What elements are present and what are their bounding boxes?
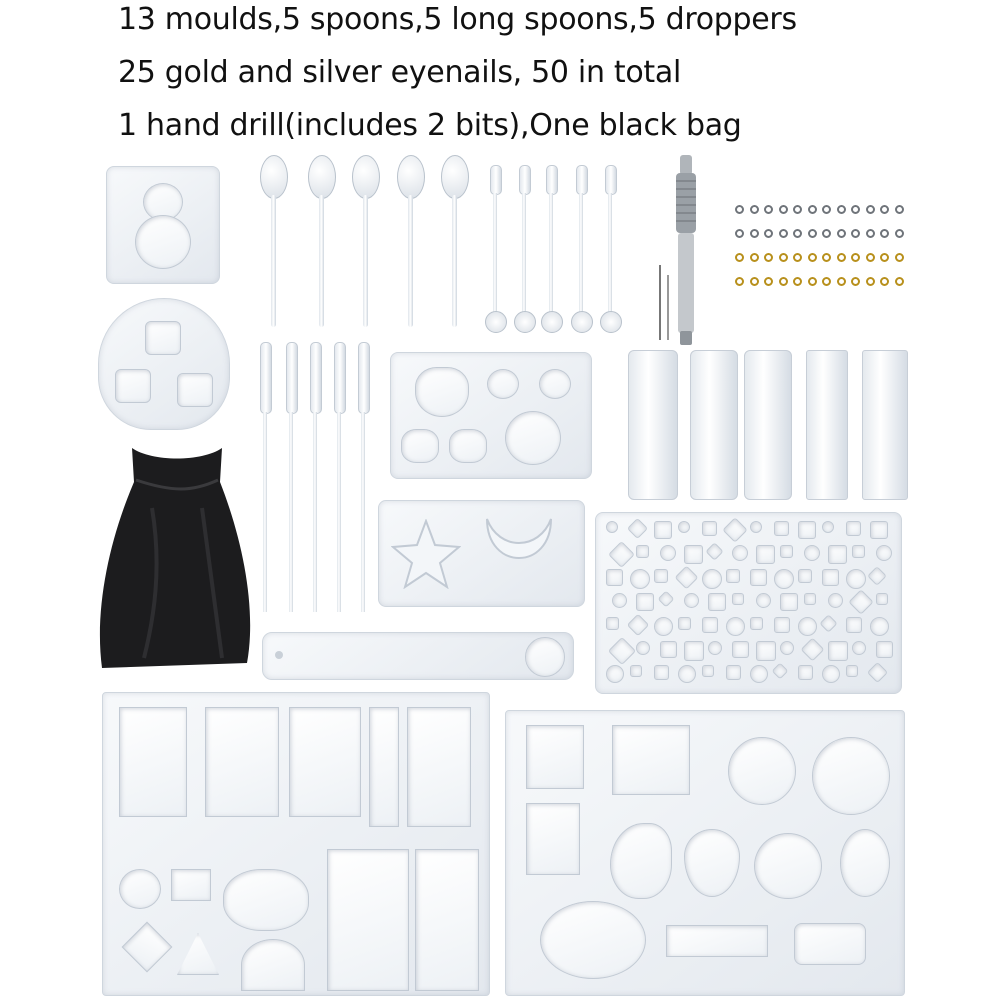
- gem-cavity: [774, 521, 789, 536]
- gem-cavity: [798, 665, 813, 680]
- silver-eye-pin: [822, 229, 831, 238]
- gem-cavity: [612, 593, 627, 608]
- silver-eye-pin: [808, 205, 817, 214]
- gem-cavity: [772, 663, 789, 680]
- gem-cavity: [608, 541, 635, 568]
- gem-cavity: [846, 617, 862, 633]
- gem-cavity: [705, 638, 725, 658]
- gem-cavity: [876, 593, 888, 605]
- silver-eye-pin: [793, 229, 802, 238]
- gem-cavity: [678, 617, 691, 630]
- gem-cavity: [660, 641, 677, 658]
- gold-eye-pin: [764, 253, 773, 262]
- gem-cavity: [750, 617, 763, 630]
- pendant-mold-right: [505, 710, 905, 996]
- gold-eye-pin: [837, 277, 846, 286]
- gold-eye-pin: [808, 277, 817, 286]
- gold-eye-pin: [822, 253, 831, 262]
- gold-eye-pin: [837, 253, 846, 262]
- gem-cavity: [684, 593, 699, 608]
- gem-cavity: [678, 521, 690, 533]
- gold-eye-pin: [750, 277, 759, 286]
- gem-cavity: [726, 569, 740, 583]
- gem-cavity: [770, 565, 798, 593]
- gem-cavity: [660, 545, 676, 561]
- gem-cavity: [705, 542, 723, 560]
- gem-cavity: [702, 617, 718, 633]
- silver-eye-pin: [779, 205, 788, 214]
- gem-cavity: [630, 569, 650, 589]
- silver-eye-pin: [735, 205, 744, 214]
- caption-line-1: 13 moulds,5 spoons,5 long spoons,5 droppers: [118, 2, 797, 37]
- gold-eye-pin: [866, 253, 875, 262]
- gem-cavity: [798, 521, 816, 539]
- gem-cavity: [822, 569, 839, 586]
- gem-cavity: [627, 614, 650, 637]
- gem-cavity: [800, 637, 824, 661]
- gold-eye-pin: [880, 253, 889, 262]
- gem-cavity: [606, 617, 619, 630]
- gem-cavity: [780, 545, 793, 558]
- gem-mold: [595, 512, 902, 694]
- gem-cavity: [658, 591, 675, 608]
- gem-cavity: [848, 589, 873, 614]
- gold-eye-pin: [808, 253, 817, 262]
- gem-cavity: [606, 665, 624, 683]
- hand-drill: [650, 155, 720, 350]
- gem-cavity: [852, 641, 866, 655]
- gold-eye-pin: [866, 277, 875, 286]
- silver-eye-pin: [793, 205, 802, 214]
- gem-cavity: [702, 665, 714, 677]
- silver-eye-pin: [880, 229, 889, 238]
- gem-cavity: [822, 665, 840, 683]
- gem-cavity: [732, 593, 744, 605]
- gem-cavity: [608, 637, 636, 665]
- gem-cavity: [636, 593, 654, 611]
- star-moon-mold: [378, 500, 585, 607]
- gem-cavity: [828, 641, 848, 661]
- gem-cavity: [684, 545, 703, 564]
- gold-eye-pin: [779, 253, 788, 262]
- gem-cavity: [674, 661, 699, 686]
- gold-eye-pin: [750, 253, 759, 262]
- bookmark-mold: [262, 632, 574, 680]
- gold-eye-pin: [880, 277, 889, 286]
- dropper-set: [260, 342, 380, 617]
- silver-eye-pin: [750, 229, 759, 238]
- gem-cavity: [756, 545, 775, 564]
- gem-cavity: [780, 641, 794, 655]
- gem-cavity: [846, 521, 861, 536]
- gem-cavity: [702, 521, 717, 536]
- gem-cavity: [820, 519, 837, 536]
- gem-cavity: [867, 566, 887, 586]
- gem-cavity: [876, 641, 893, 658]
- gold-eye-pin: [822, 277, 831, 286]
- gem-cavity: [828, 593, 843, 608]
- gem-cavity: [627, 518, 648, 539]
- silver-eye-pin: [764, 205, 773, 214]
- hexagon-mold: [98, 298, 230, 430]
- gem-cavity: [606, 569, 623, 586]
- gem-cavity: [870, 617, 889, 636]
- silver-eye-pin: [851, 229, 860, 238]
- gem-cavity: [846, 665, 858, 677]
- pendant-mold-left: [102, 692, 490, 996]
- silver-eye-pin: [735, 229, 744, 238]
- gold-eye-pin: [895, 277, 904, 286]
- gem-cavity: [630, 665, 642, 677]
- gold-eye-pin: [764, 277, 773, 286]
- gem-cavity: [798, 569, 812, 583]
- gem-cavity: [684, 641, 704, 661]
- gem-cavity: [726, 665, 741, 680]
- silver-eye-pin: [866, 205, 875, 214]
- cat-paw-mold: [390, 352, 592, 479]
- gold-eye-pin: [851, 277, 860, 286]
- gem-cavity: [804, 593, 816, 605]
- gem-cavity: [819, 614, 837, 632]
- silver-eye-pin: [764, 229, 773, 238]
- gem-cavity: [750, 569, 767, 586]
- gem-cavity: [801, 542, 824, 565]
- gem-cavity: [654, 521, 672, 539]
- silver-eye-pin: [837, 205, 846, 214]
- gem-cavity: [750, 665, 768, 683]
- gem-cavity: [774, 617, 790, 633]
- gold-eye-pin: [895, 253, 904, 262]
- gem-cavity: [750, 521, 762, 533]
- gem-cavity: [732, 545, 748, 561]
- gem-cavity: [606, 521, 618, 533]
- gem-cavity: [753, 590, 774, 611]
- silver-eye-pin: [895, 229, 904, 238]
- silver-eye-pin: [851, 205, 860, 214]
- silver-eye-pin: [822, 205, 831, 214]
- gem-cavity: [732, 641, 749, 658]
- gem-cavity: [654, 569, 668, 583]
- silver-eye-pin: [866, 229, 875, 238]
- column-mold-set: [628, 350, 908, 500]
- gem-cavity: [702, 569, 722, 589]
- gem-cavity: [654, 665, 669, 680]
- gem-cavity: [708, 593, 726, 611]
- gem-cavity: [636, 545, 649, 558]
- gem-cavity: [798, 617, 817, 636]
- gold-eye-pin: [851, 253, 860, 262]
- gem-cavity: [852, 545, 865, 558]
- silver-eye-pin: [808, 229, 817, 238]
- gold-eye-pin: [735, 253, 744, 262]
- gem-cavity: [828, 545, 847, 564]
- gem-cavity: [722, 517, 747, 542]
- gold-eye-pin: [735, 277, 744, 286]
- gem-cavity: [867, 662, 888, 683]
- gem-cavity: [654, 617, 673, 636]
- gem-cavity: [636, 641, 650, 655]
- caption-line-2: 25 gold and silver eyenails, 50 in total: [118, 55, 682, 90]
- stir-stick-set: [485, 165, 625, 335]
- eye-pin-set: [735, 205, 915, 310]
- silver-eye-pin: [750, 205, 759, 214]
- silver-eye-pin: [880, 205, 889, 214]
- black-bag: [92, 448, 262, 673]
- gem-cavity: [780, 593, 798, 611]
- spoon-set: [260, 155, 480, 335]
- silver-eye-pin: [837, 229, 846, 238]
- silver-eye-pin: [895, 205, 904, 214]
- gem-cavity: [722, 613, 749, 640]
- bear-mold: [106, 166, 220, 284]
- gem-cavity: [846, 569, 866, 589]
- gold-eye-pin: [779, 277, 788, 286]
- gem-cavity: [674, 565, 698, 589]
- caption-line-3: 1 hand drill(includes 2 bits),One black bag: [118, 108, 742, 143]
- gold-eye-pin: [793, 277, 802, 286]
- gem-cavity: [876, 545, 892, 561]
- gem-cavity: [870, 521, 888, 539]
- gold-eye-pin: [793, 253, 802, 262]
- gem-cavity: [756, 641, 776, 661]
- silver-eye-pin: [779, 229, 788, 238]
